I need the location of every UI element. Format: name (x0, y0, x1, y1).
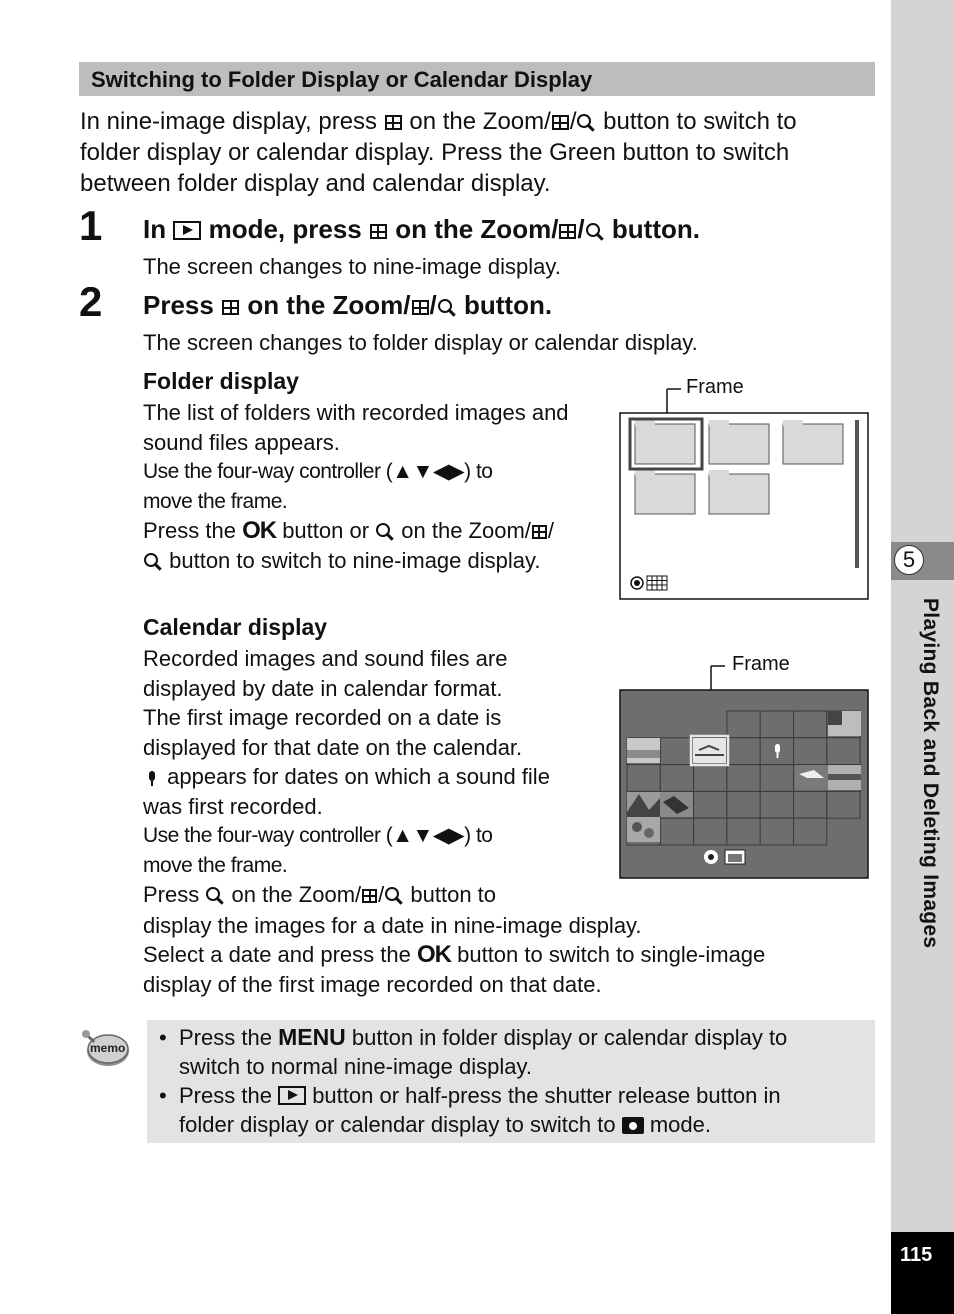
playback-icon (173, 221, 201, 240)
calendar-cell (694, 765, 727, 792)
calendar-cell (660, 818, 693, 845)
ok-label: OK (242, 517, 277, 544)
grid-icon (412, 300, 429, 315)
zoom-icon (384, 886, 404, 904)
intro-line-2: folder display or calendar display. Press the Green button to switch (80, 139, 790, 166)
calendar-line-7: Use the four-way controller (▲▼◀▶) to (143, 824, 493, 847)
calendar-cell (760, 818, 793, 845)
step-2-heading: Press on the Zoom/ / button. (143, 290, 553, 320)
calendar-cell (760, 791, 793, 818)
calendar-line-4: displayed for that date on the calendar. (143, 735, 523, 760)
folder-display-screen (619, 386, 871, 602)
section-header (79, 62, 875, 96)
calendar-cell (727, 818, 760, 845)
calendar-cell (660, 765, 693, 792)
folder-line-4: move the frame. (143, 490, 288, 513)
calendar-line-2: displayed by date in calendar format. (143, 676, 503, 701)
camera-icon (622, 1117, 644, 1134)
calendar-line-10: display the images for a date in nine-image display. (143, 913, 642, 938)
calendar-cell (794, 818, 827, 845)
calendar-frame-label: Frame (732, 653, 790, 675)
calendar-cell (694, 791, 727, 818)
calendar-line-6: was first recorded. (143, 794, 323, 819)
calendar-cell (760, 711, 793, 738)
step-1-heading: In mode, press on the Zoom/ / button. (143, 214, 700, 244)
zoom-icon (375, 522, 395, 540)
memo-bullet-1: • (159, 1025, 167, 1050)
step-1-body: The screen changes to nine-image display. (143, 254, 561, 279)
step-2-body: The screen changes to folder display or calendar display. (143, 330, 698, 355)
intro-line-3: between folder display and calendar display. (80, 170, 551, 197)
grid-icon (370, 224, 387, 239)
page-number: 115 (900, 1244, 933, 1266)
zoom-icon (437, 298, 457, 316)
zoom-icon (205, 886, 225, 904)
calendar-cell (827, 738, 860, 765)
memo-icon (80, 1028, 132, 1070)
memo-bullet-2: • (159, 1083, 167, 1108)
calendar-cell (727, 765, 760, 792)
calendar-cell (660, 738, 693, 765)
zoom-icon (143, 552, 163, 570)
chapter-tab (891, 542, 954, 580)
chapter-number: 5 (902, 547, 916, 572)
calendar-cell (727, 738, 760, 765)
step-2-number: 2 (79, 278, 103, 325)
grid-icon (552, 115, 569, 130)
zoom-icon (576, 113, 596, 131)
folder-display-title: Folder display (143, 368, 299, 394)
calendar-line-8: move the frame. (143, 854, 288, 877)
calendar-display-title: Calendar display (143, 614, 328, 640)
calendar-line-3: The first image recorded on a date is (143, 705, 502, 730)
folder-line-3: Use the four-way controller (▲▼◀▶) to (143, 460, 493, 483)
grid-icon (532, 525, 547, 539)
page-number-tab (891, 1232, 954, 1314)
memo-box (147, 1020, 875, 1143)
grid-icon (222, 300, 239, 315)
zoom-icon (585, 222, 605, 240)
calendar-cell (794, 711, 827, 738)
folder-line-5: Press the OK button or on the Zoom/ / (143, 517, 555, 544)
calendar-cell (627, 765, 660, 792)
folder-frame-label: Frame (686, 376, 744, 398)
calendar-cell (827, 791, 860, 818)
microphone-icon (147, 771, 157, 785)
grid-icon (385, 115, 402, 130)
folder-line-1: The list of folders with recorded images and (143, 400, 569, 425)
step-1-number: 1 (79, 202, 103, 249)
memo-item-1: Press the MENU button in folder display or calendar display to switch to normal nine-image display. (179, 1024, 788, 1079)
calendar-line-11: Select a date and press the OK button to switch to single-image (143, 941, 766, 968)
calendar-cell (794, 791, 827, 818)
chapter-sidebar (891, 0, 954, 1314)
ok-label: OK (416, 941, 451, 968)
intro-paragraph (80, 106, 880, 199)
memo-item-2: Press the button or half-press the shutter release button in folder display or calendar display to switch to mode. (179, 1083, 781, 1137)
grid-icon (362, 889, 377, 903)
memo-icon-label: memo (90, 1041, 126, 1055)
calendar-display-screen (619, 662, 871, 880)
grid-icon (559, 224, 576, 239)
section-header-title: Switching to Folder Display or Calendar Display (91, 67, 593, 92)
calendar-line-12: display of the first image recorded on that date. (143, 972, 602, 997)
chapter-title: Playing Back and Deleting Images (919, 598, 942, 949)
calendar-line-9: Press on the Zoom/ / button to (143, 882, 497, 907)
calendar-cell (760, 765, 793, 792)
playback-icon (278, 1086, 306, 1105)
folder-display-section (143, 368, 613, 576)
calendar-line-1: Recorded images and sound files are (143, 646, 508, 671)
folder-line-6: button to switch to nine-image display. (143, 546, 613, 576)
menu-label: MENU (278, 1024, 346, 1050)
calendar-cell (794, 738, 827, 765)
calendar-cell (727, 791, 760, 818)
calendar-line-5: appears for dates on which a sound file (143, 762, 703, 792)
chapter-number-badge (894, 545, 924, 575)
folder-line-2: sound files appears. (143, 430, 340, 455)
calendar-cell (727, 711, 760, 738)
intro-line-1: In nine-image display, press on the Zoom/ / button to switch to (80, 108, 797, 135)
calendar-cell (694, 818, 727, 845)
